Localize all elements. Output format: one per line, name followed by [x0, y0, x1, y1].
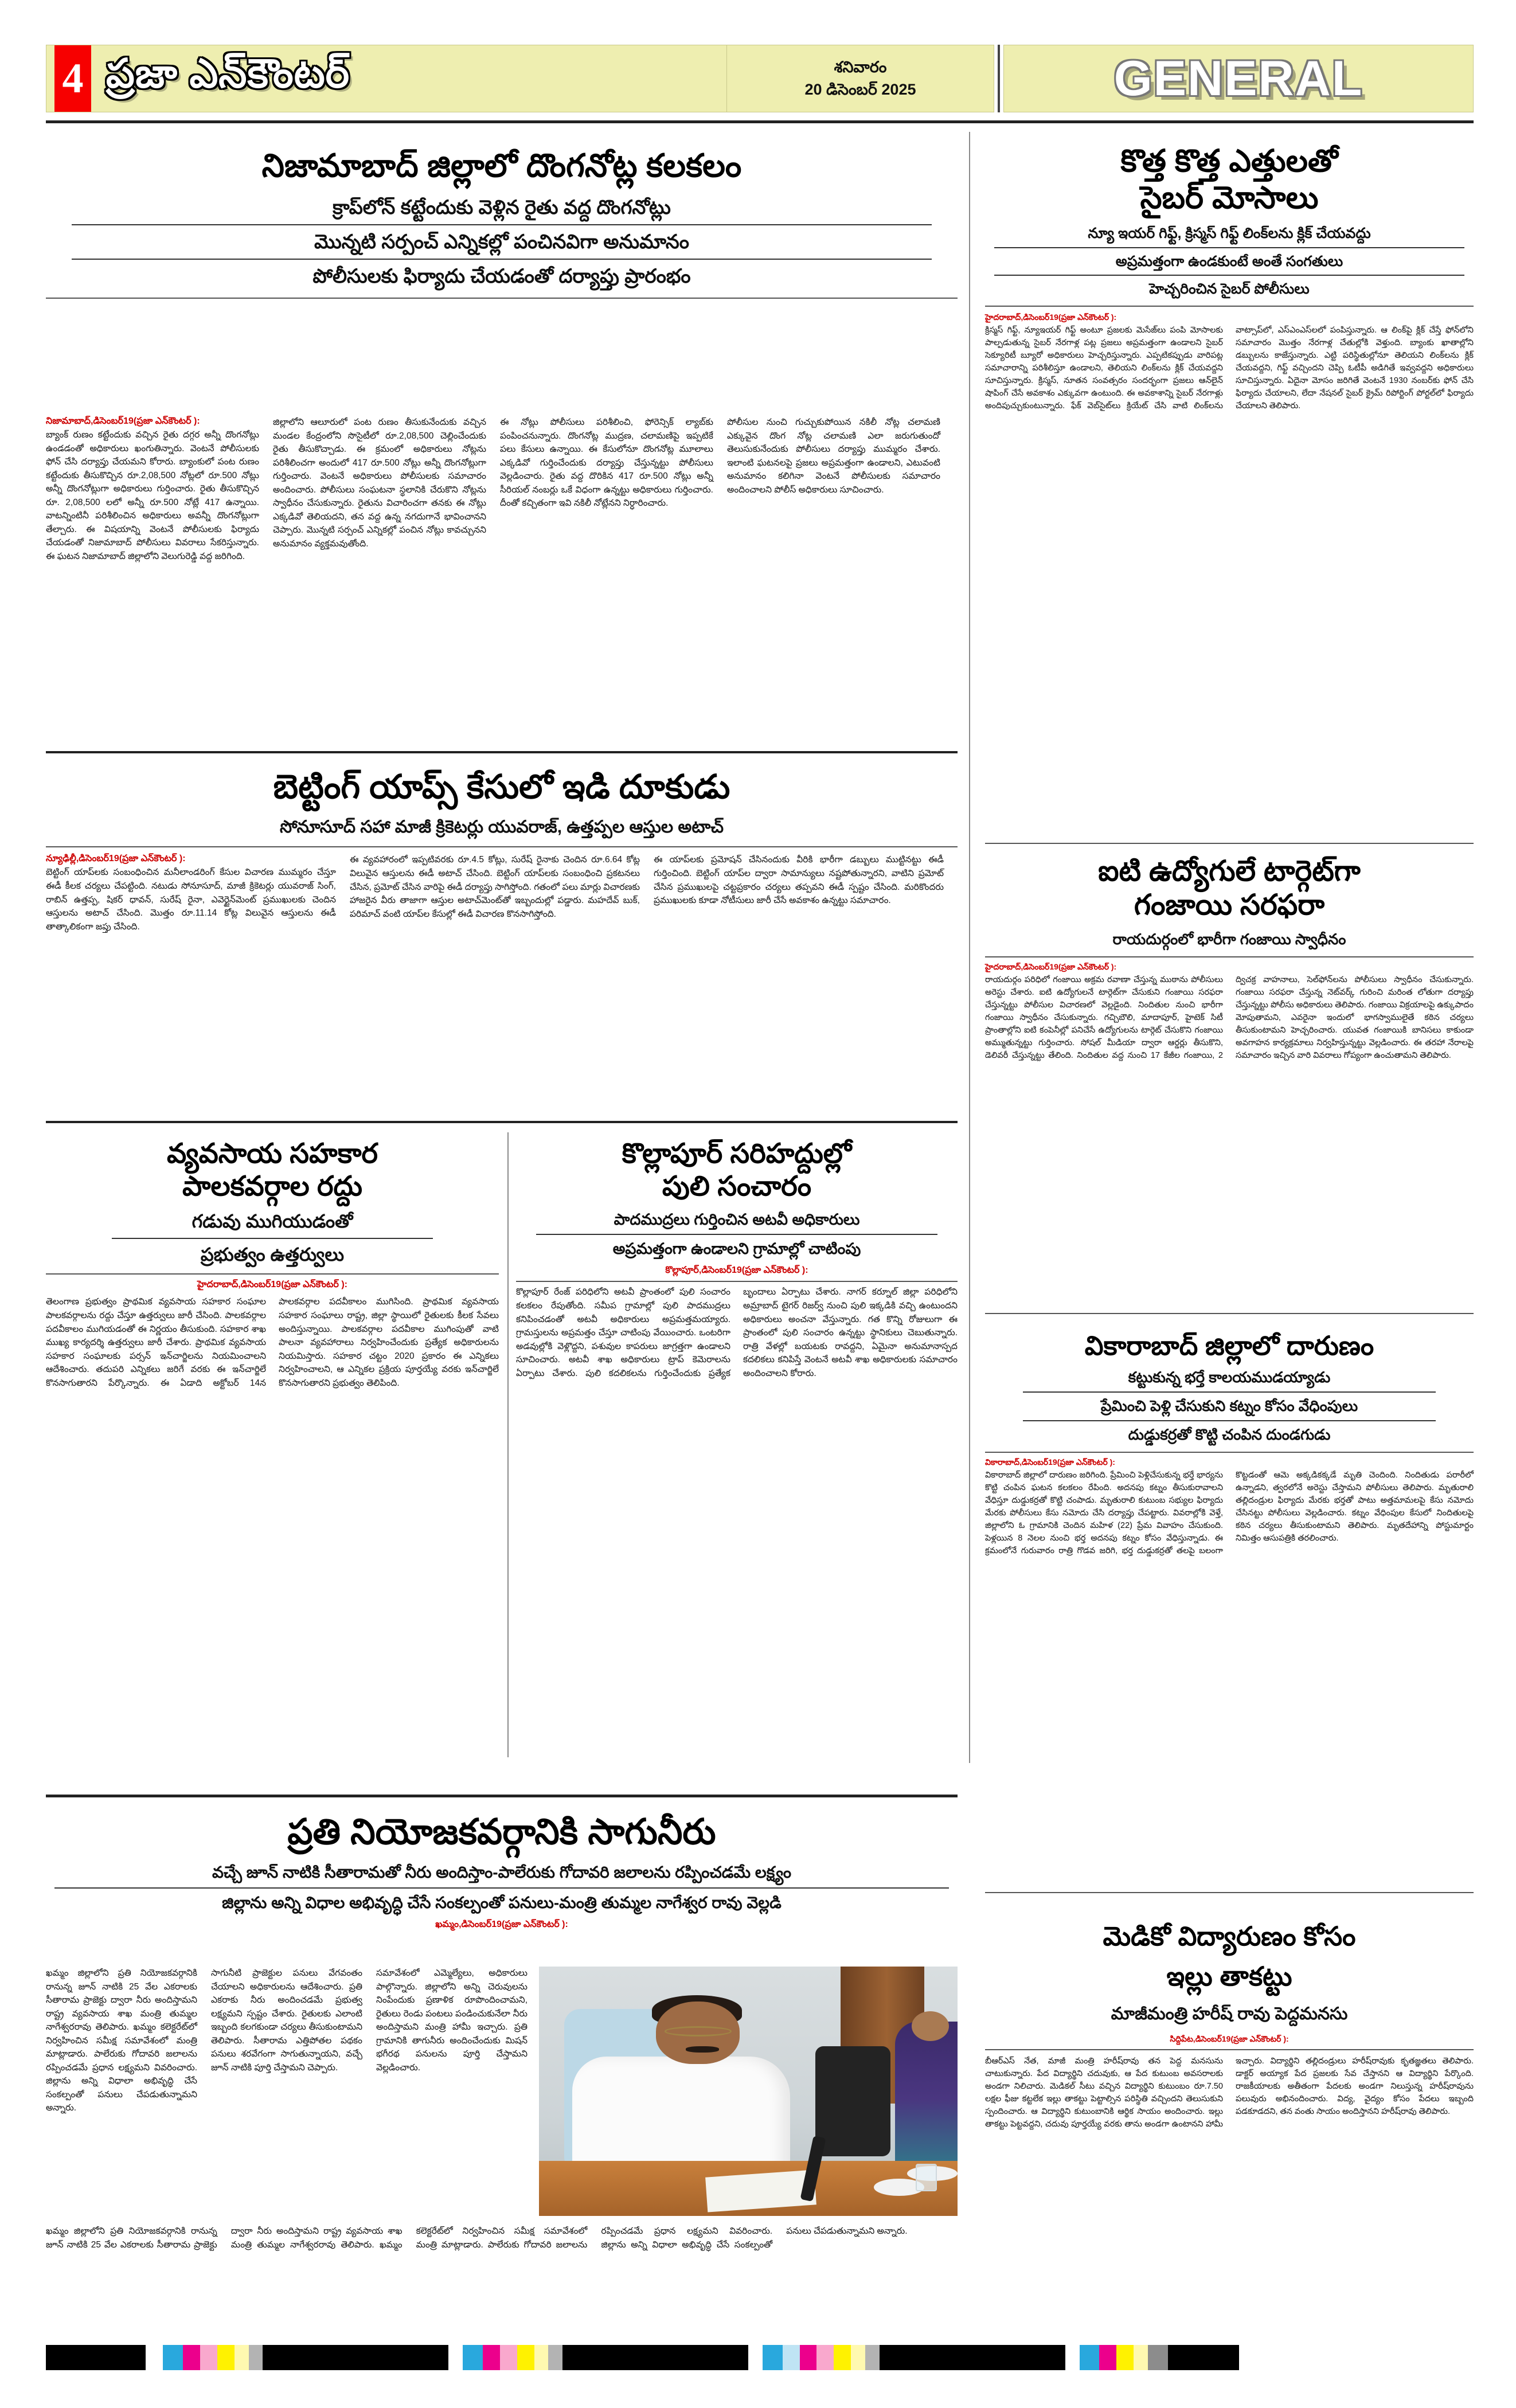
minister-meeting-photo — [539, 1967, 958, 2216]
fake-notes-col-4: పోలీసుల నుంచి గుచ్చుకుపోయిన నకిలీ నోట్ల చలామణి ఎక్కువైన దొంగ నోట్ల చలామణి ఎలా జరుగుతుందో తెలుసుకునేందుకు పోలీసులు దర్యాప్తు ముమ్మరం చేశారు. ఇలాంటి ఘటనలపై ప్రజలు అప్రమత్తంగా ఉండాలని, ఎటువంటి అనుమానం కలిగినా వెంటనే పోలీసులకు సమాచారం అందించాలని పోలీస్ అధికారులు సూచించారు. — [727, 417, 940, 495]
article-irrigation — [46, 1803, 958, 1932]
irrigation-col-1: ఖమ్మం జిల్లాలోని ప్రతి నియోజకవర్గానికి రానున్న జూన్ నాటికి 25 వేల ఎకరాలకు సీతారామ ప్రాజెక్టు ద్వారా నీరు అందిస్తామని రాష్ట్ర వ్యవసాయ శాఖ మంత్రి తుమ్మల నాగేశ్వరరావు తెలిపారు. ఖమ్మం కలెక్టరేట్‌లో నిర్వహించిన సమీక్ష సమావేశంలో మంత్రి మాట్లాడారు. పాలేరుకు గోదావరి జలాలను రప్పించడమే ప్రధాన లక్ష్యమని వివరించారు. జిల్లాను అన్ని విధాలా అభివృద్ధి చేసే సంకల్పంతో పనులు చేపడుతున్నామని అన్నారు. — [46, 1968, 197, 2113]
betting-headline: బెట్టింగ్ యాప్స్ కేసులో ఇడి దూకుడు — [273, 768, 730, 806]
page-number-badge: 4 — [54, 45, 91, 112]
fake-notes-col-1: బ్యాంక్ రుణం కట్టేందుకు వచ్చిన రైతు దగ్గర అన్నీ దొంగనోట్లు ఉండడంతో అధికారులు ఖంగుతిన్నారు. వెంటనే పోలీసులకు ఫోన్ చేసి దర్యాప్తు చేయమని కోరారు. బ్యాంకులో పంట రుణం కట్టేందుకు తీసుకొచ్చిన రూ.2,08,500 నోట్లలో రూ.500 నోట్లు అన్నీ దొంగనోట్లుగా అధికారులు గుర్తించారు. రైతు తీసుకొచ్చిన రూ. 2,08,500 లలో అన్నీ రూ.500 నోట్లే 417 ఉన్నాయి. వాటన్నింటినీ పరిశీలించిన అధికారులు అవన్నీ దొంగనోట్లుగా తేల్చారు. ఈ విషయాన్ని వెంటనే పోలీసులకు ఫిర్యాదు చేయడంతో నిజామాబాద్ పోలీసులు వివరాలు సేకరిస్తున్నారు. ఈ ఘటన నిజామాబాద్ జిల్లాలోని వెలుగురెడ్డి వద్ద జరిగింది. — [46, 430, 259, 561]
ganja-top-rule — [985, 843, 1474, 844]
betting-col-2: ఈ వ్యవహారంలో ఇప్పటివరకు రూ.4.5 కోట్లు, సురేష్ రైనాకు చెందిన రూ.6.64 కోట్ల విలువైన ఆస్తులను ఈడీ అటాచ్ చేసింది. బెట్టింగ్ యాప్‌లకు సంబంధించి ప్రకటనలు చేసిన, ప్రమోట్ చేసిన వారిపై ఈడీ దర్యాప్తు సాగిస్తోంది. గతంలో పలు మార్లు విచారణకు హాజరైన వీరు తాజాగా ఆస్తుల అటాచ్‌మెంట్‌తో ఇబ్బందుల్లో పడ్డారు. మహదేవ్ బుక్, పరిమాచ్ వంటి యాప్‌ల కేసుల్లో ఈడీ విచారణ కొనసాగిస్తోంది. — [350, 855, 640, 919]
masthead — [46, 45, 1474, 112]
betting-col-3: ఈ యాప్‌లకు ప్రమోషన్ చేసినందుకు వీరికి భారీగా డబ్బులు ముట్టినట్టు ఈడీ గుర్తించింది. బెట్టింగ్ యాప్‌ల ద్వారా సామాన్యులు నష్టపోతున్నారని, వాటిని ప్రమోట్ చేసిన ప్రముఖులపై చట్టప్రకారం చర్యలు తప్పవని ఈడీ స్పష్టం చేసింది. మరికొందరు ప్రముఖులకు కూడా నోటీసులు జారీ చేసే అవకాశం ఉన్నట్టు సమాచారం. — [654, 855, 944, 906]
masthead-divider — [994, 45, 1003, 112]
vikarabad-byline: వికారాబాద్,డిసెంబర్19(ప్రజా ఎన్‌కౌంటర్ ): — [985, 1457, 1115, 1467]
betting-col-1: బెట్టింగ్ యాప్‌లకు సంబంధించిన మనీలాండరింగ్ కేసుల విచారణ ముమ్మరం చేస్తూ ఈడీ కీలక చర్యలు చేపట్టింది. నటుడు సోనూసూద్, మాజీ క్రికెటర్లు యువరాజ్ సింగ్, రాబిన్ ఉత్తప్ప, షికర్ ధావన్, సురేష్ రైనా, ఎవెర్టైన్‌మెంట్ ప్రముఖులకు చెందిన ఆస్తులను అటాచ్ చేసింది. మొత్తం రూ.11.14 కోట్ల విలువైన ఆస్తులను ఈడీ తాత్కాలికంగా జప్తు చేసింది. — [46, 867, 336, 932]
section-label: GENERAL — [1113, 50, 1363, 106]
paper-name: ప్రజా ఎన్‌కౌంటర్ — [106, 51, 350, 96]
cyber-sub3: హెచ్చరించిన సైబర్ పోలీసులు — [1149, 281, 1310, 298]
irrigation-byline: ఖమ్మం,డిసెంబర్19(ప్రజా ఎన్‌కౌంటర్ ): — [435, 1919, 568, 1929]
betting-sub: సోనూసూద్ సహా మాజీ క్రికెటర్లు యువరాజ్, ఉత్తప్పల ఆస్తుల అటాచ్ — [279, 818, 724, 837]
agri-byline: హైదరాబాద్,డిసెంబర్19(ప్రజా ఎన్‌కౌంటర్ ): — [197, 1280, 347, 1290]
agri-sub1: గడువు ముగియుడంతో — [192, 1211, 353, 1232]
masthead-day: శనివారం — [834, 58, 887, 76]
cyber-sub1: న్యూ ఇయర్ గిఫ్ట్, క్రిస్మస్ గిఫ్ట్ లింక్‌లను క్లిక్ చేయవద్దు — [1088, 225, 1371, 242]
ganja-sub: రాయదుర్గంలో భారీగా గంజాయి స్వాధీనం — [1112, 931, 1346, 948]
article-betting — [46, 760, 958, 933]
cyber-body: క్రిస్మస్ గిఫ్ట్, న్యూఇయర్ గిఫ్ట్ అంటూ ప్రజలకు మెసేజ్‌లు పంపి మోసాలకు పాల్పడుతున్న సైబర్ నేరగాళ్ల పట్ల ప్రజలు అప్రమత్తంగా ఉండాలని సైబర్ సెక్యూరిటీ బ్యూరో అధికారులు హెచ్చరిస్తున్నారు. ఎప్పటికప్పుడు వారిపట్ల సమాచారాన్ని పరిశీలిస్తూ ఉండాలని, తెలియని లింక్‌లను క్లిక్ చేయవద్దని సూచిస్తున్నారు. క్రిస్మస్, నూతన సంవత్సరం సందర్భంగా ప్రజలు ఆన్‌లైన్ షాపింగ్ చేసే అవకాశం ఎక్కువగా ఉంటుంది. ఈ అవకాశాన్ని సైబర్ నేరగాళ్లు అందిపుచ్చుకుంటున్నారు. ఫేక్ వెబ్‌సైట్‌లు క్రియేట్ చేసి వాటి లింక్‌లను వాట్సాప్‌లో, ఎస్ఎంఎస్‌లలో పంపిస్తున్నారు. ఆ లింక్‌పై క్లిక్ చేస్తే ఫోన్‌లోని సమాచారం మొత్తం నేరగాళ్ల చేతుల్లోకి వెళ్తుంది. బ్యాంకు ఖాతాల్లోని డబ్బులను కాజేస్తున్నారు. ఎట్టి పరిస్థితుల్లోనూ తెలియని లింక్‌లను క్లిక్ చేయవద్దని, గిఫ్ట్ వచ్చిందని చెప్పి ఓటీపీ అడిగితే ఇవ్వవద్దని అధికారులు సూచిస్తున్నారు. ఏదైనా మోసం జరిగితే వెంటనే 1930 నంబర్‌కు ఫోన్ చేసి ఫిర్యాదు చేయాలని, లేదా నేషనల్ సైబర్ క్రైమ్ రిపోర్టింగ్ పోర్టల్‌లో ఫిర్యాదు చేయాలని తెలిపారు. — [985, 325, 1474, 411]
irrigation-continued — [46, 2225, 958, 2251]
vikarabad-sub3: దుడ్డుకర్రతో కొట్టి చంపిన దుండగుడు — [1128, 1425, 1331, 1443]
article-vikarabad — [985, 1330, 1474, 1557]
irrigation-col-2: సాగునీటి ప్రాజెక్టుల పనులు వేగవంతం చేయాలని అధికారులను ఆదేశించారు. ప్రతి ఎకరాకు నీరు అందించడమే ప్రభుత్వ లక్ష్యమని స్పష్టం చేశారు. రైతులకు ఎలాంటి ఇబ్బంది కలగకుండా చర్యలు తీసుకుంటామని తెలిపారు. సీతారామ ఎత్తిపోతల పథకం పనులు శరవేగంగా సాగుతున్నాయని, వచ్చే జూన్ నాటికి పూర్తి చేస్తామని చెప్పారు. — [211, 1968, 362, 2073]
irrigation-continued-text: ఖమ్మం జిల్లాలోని ప్రతి నియోజకవర్గానికి రానున్న జూన్ నాటికి 25 వేల ఎకరాలకు సీతారామ ప్రాజెక్టు ద్వారా నీరు అందిస్తామని రాష్ట్ర వ్యవసాయ శాఖ మంత్రి తుమ్మల నాగేశ్వరరావు తెలిపారు. ఖమ్మం కలెక్టరేట్‌లో నిర్వహించిన సమీక్ష సమావేశంలో మంత్రి మాట్లాడారు. పాలేరుకు గోదావరి జలాలను రప్పించడమే ప్రధాన లక్ష్యమని వివరించారు. జిల్లాను అన్ని విధాలా అభివృద్ధి చేసే సంకల్పంతో పనులు చేపడుతున్నామని అన్నారు. — [46, 2226, 908, 2250]
tiger-sub1: పాదముద్రలు గుర్తించిన అటవీ అధికారులు — [614, 1211, 860, 1229]
article-ganja — [985, 854, 1474, 1062]
irrigation-sub1: వచ్చే జూన్ నాటికి సీతారామతో నీరు అందిస్తాం-పాలేరుకు గోదావరి జలాలను రప్పించడమే లక్ష్యం — [212, 1863, 792, 1882]
vikarabad-sub2: ప్రేమించి పెళ్లి చేసుకుని కట్నం కోసం వేధింపులు — [1100, 1397, 1358, 1415]
irrigation-top-rule — [46, 1795, 958, 1797]
irrigation-sub2: జిల్లాను అన్ని విధాల అభివృద్ధి చేసే సంకల్పంతో పనులు-మంత్రి తుమ్మల నాగేశ్వర రావు వెల్లడి — [222, 1893, 782, 1911]
fake-notes-col-3: ఈ నోట్లు పోలీసులు పరిశీలించి, ఫోరెన్సిక్ ల్యాబ్‌కు పంపించనున్నారు. దొంగనోట్ల ముద్రణ, చలామణిపై ఇప్పటికే పలు కేసులు ఉన్నాయి. ఈ కేసులోనూ దొంగనోట్ల మూలాలు ఎక్కడివో గుర్తించేందుకు దర్యాప్తు చేస్తున్నట్టు పోలీసులు వెల్లడించారు. రైతు వద్ద దొరికిన 417 రూ.500 నోట్లు అన్నీ సీరియల్ నంబర్లు ఒకే విధంగా ఉన్నట్టు అధికారులు గుర్తించారు. దీంతో కచ్చితంగా ఇవి నకిలీ నోట్లేనని నిర్ధారించారు. — [500, 417, 713, 509]
fake-notes-headline: నిజామాబాద్ జిల్లాలో దొంగనోట్ల కలకలం — [261, 147, 742, 183]
vikarabad-sub1: కట్టుకున్న భర్తే కాలయముడయ్యాడు — [1128, 1369, 1331, 1386]
vikarabad-headline: వికారాబాద్ జిల్లాలో దారుణం — [1084, 1331, 1374, 1361]
cyber-byline: హైదరాబాద్,డిసెంబర్19(ప్రజా ఎన్‌కౌంటర్ ): — [985, 312, 1117, 322]
medico-body: బీఆర్ఎస్ నేత, మాజీ మంత్రి హరీష్‌రావు తన పెద్ద మనసును చాటుకున్నారు. పేద విద్యార్థిని చదువుకు, ఆ పేద కుటుంబ అవసరాలకు అండగా నిలిచారు. మెడికల్ సీటు వచ్చిన విద్యార్థిని కుటుంబం రూ.7.50 లక్షల ఫీజు కట్టలేక ఇల్లు తాకట్టు పెట్టాల్సిన పరిస్థితి వచ్చిందని తెలుసుకుని స్పందించారు. ఆ విద్యార్థిని కుటుంబానికి ఆర్థిక సాయం అందించారు. ఇల్లు తాకట్టు పెట్టవద్దని, చదువు పూర్తయ్యే వరకు తాను అండగా ఉంటానని హామీ ఇచ్చారు. విద్యార్థిని తల్లిదండ్రులు హరీష్‌రావుకు కృతజ్ఞతలు తెలిపారు. డాక్టర్ అయ్యాక పేద ప్రజలకు సేవ చేస్తానని ఆ విద్యార్థిని పేర్కొంది. రాజకీయాలకు అతీతంగా పేదలకు అండగా నిలుస్తున్న హరీష్‌రావును పలువురు అభినందించారు. విద్య, వైద్యం కోసం పేదలు ఇబ్బంది పడకూడదని, తన వంతు సాయం అందిస్తానని హరీష్‌రావు తెలిపారు. — [985, 2056, 1474, 2129]
fake-notes-sub1: క్రాప్‌లోన్ కట్టేందుకు వెళ్లిన రైతు వద్ద దొంగనోట్లు — [333, 197, 671, 219]
cyber-headline-line2: సైబర్ మోసాలు — [1140, 180, 1319, 215]
vikarabad-top-rule — [985, 1313, 1474, 1314]
masthead-section-block — [1003, 45, 1474, 112]
masthead-bottom-rule — [46, 120, 1474, 123]
mid-top-rule — [46, 1121, 958, 1123]
fake-notes-byline: నిజామాబాద్,డిసెంబర్19(ప్రజా ఎన్‌కౌంటర్ ): — [46, 416, 200, 426]
cyber-headline-line1: కొత్త కొత్త ఎత్తులతో — [1120, 144, 1338, 178]
tiger-body: కొల్లాపూర్ రేంజ్ పరిధిలోని అటవీ ప్రాంతంలో పులి సంచారం కలకలం రేపుతోంది. సమీప గ్రామాల్లో పులి పాదముద్రలు కనిపించడంతో అటవీ అధికారులు అప్రమత్తమయ్యారు. గ్రామస్తులను అప్రమత్తం చేస్తూ చాటింపు వేయించారు. ఒంటరిగా అడవుల్లోకి వెళ్లొద్దని, పశువుల కాపరులు జాగ్రత్తగా ఉండాలని సూచించారు. అటవీ శాఖ అధికారులు ట్రాప్ కెమెరాలను ఏర్పాటు చేశారు. పులి కదలికలను గుర్తించేందుకు ప్రత్యేక బృందాలు ఏర్పాటు చేశారు. నాగర్ కర్నూల్ జిల్లా పరిధిలోని అమ్రాబాద్ టైగర్ రిజర్వ్ నుంచి పులి ఇక్కడికి వచ్చి ఉంటుందని అధికారులు అంచనా వేస్తున్నారు. గత కొన్ని రోజులుగా ఈ ప్రాంతంలో పులి సంచారం ఉన్నట్టు స్థానికులు చెబుతున్నారు. రాత్రి వేళల్లో బయటకు రావద్దని, ఏమైనా అనుమానాస్పద కదలికలు కనిపిస్తే వెంటనే అటవీ శాఖ అధికారులకు సమాచారం అందించాలని కోరారు. — [516, 1287, 958, 1378]
agri-sub2: ప్రభుత్వం ఉత్తర్వులు — [200, 1244, 345, 1265]
article-agri-coop — [46, 1138, 499, 1390]
tiger-sub2: అప్రమత్తంగా ఉండాలని గ్రామాల్లో చాటింపు — [612, 1240, 861, 1258]
fake-notes-sub3: పోలీసులకు ఫిర్యాదు చేయడంతో దర్యాప్తు ప్రారంభం — [312, 265, 691, 288]
medico-sub: మాజీమంత్రి హరీష్ రావు పెద్దమనసు — [1111, 2004, 1348, 2023]
agri-headline-line2: పాలకవర్గాల రద్దు — [182, 1171, 362, 1202]
fake-notes-col-2: జిల్లాలోని ఆలూరులో పంట రుణం తీసుకునేందుకు వచ్చిన మండల కేంద్రంలోని సొసైటీలో రూ.2,08,500 చెల్లించేందుకు రైతు తీసుకొచ్చాడు. ఈ క్రమంలో అధికారులు నోట్లను పరిశీలించగా అందులో 417 రూ.500 నోట్లు అన్నీ దొంగనోట్లుగా గుర్తించారు. వెంటనే అధికారులు పోలీసులకు సమాచారం అందించారు. పోలీసులు సంఘటనా స్థలానికి చేరుకొని నోట్లను స్వాధీనం చేసుకున్నారు. రైతును విచారించగా తనకు ఈ నోట్లు ఎక్కడివో తెలియదని, తన వద్ద ఉన్న నగదుగానే భావించానని చెప్పారు. మొన్నటి సర్పంచ్ ఎన్నికల్లో పంచిన నోట్లు కావచ్చునని అనుమానం వ్యక్తమవుతోంది. — [273, 417, 486, 549]
mid-column-divider — [507, 1132, 509, 1757]
article-fake-notes — [46, 138, 958, 299]
ganja-body: రాయదుర్గం పరిధిలో గంజాయి అక్రమ రవాణా చేస్తున్న ముఠాను పోలీసులు అరెస్టు చేశారు. ఐటి ఉద్యోగులనే టార్గెట్‌గా చేసుకుని గంజాయి సరఫరా చేస్తున్నట్టు పోలీసుల విచారణలో వెల్లడైంది. నిందితుల నుంచి భారీగా గంజాయి స్వాధీనం చేసుకున్నారు. గచ్చిబౌలి, మాదాపూర్, హైటెక్ సిటీ ప్రాంతాల్లోని ఐటి కంపెనీల్లో పనిచేసే ఉద్యోగులను టార్గెట్ చేసుకొని గంజాయి అమ్ముతున్నట్టు గుర్తించారు. సోషల్ మీడియా ద్వారా ఆర్డర్లు తీసుకొని, డెలివరీ చేస్తున్నట్టు తేలింది. నిందితుల వద్ద నుంచి 17 కేజీల గంజాయి, 2 ద్విచక్ర వాహనాలు, సెల్‌ఫోన్‌లను పోలీసులు స్వాధీనం చేసుకున్నారు. గంజాయి సరఫరా చేస్తున్న నెట్‌వర్క్ గురించి మరింత లోతుగా దర్యాప్తు చేస్తున్నట్టు పోలీసు అధికారులు తెలిపారు. గంజాయి విక్రయాలపై ఉక్కుపాదం మోపుతామని, ఎవరైనా ఇందులో భాగస్వాములైతే కఠిన చర్యలు తీసుకుంటామని హెచ్చరించారు. యువత గంజాయికి బానిసలు కాకుండా అవగాహన కార్యక్రమాలు నిర్వహిస్తున్నట్టు వెల్లడించారు. ఈ తరహా నేరాలపై సమాచారం ఇచ్చిన వారి వివరాలు గోప్యంగా ఉంచుతామని తెలిపారు. — [985, 975, 1474, 1060]
irrigation-body — [46, 1967, 528, 2115]
fake-notes-sub2: మొన్నటి సర్పంచ్ ఎన్నికల్లో పంచినవిగా అనుమానం — [314, 231, 690, 253]
color-registration-bar — [46, 2345, 1474, 2370]
irrigation-col-3: సమావేశంలో ఎమ్మెల్యేలు, అధికారులు పాల్గొన్నారు. జిల్లాలోని అన్ని చెరువులను నింపేందుకు ప్రణాళిక రూపొందించామని, రైతులు రెండు పంటలు పండించుకునేలా నీరు అందిస్తామని మంత్రి హామీ ఇచ్చారు. ప్రతి గ్రామానికి తాగునీరు అందించేందుకు మిషన్ భగీరథ పనులను పూర్తి చేస్తామని వెల్లడించారు. — [376, 1968, 528, 2073]
vikarabad-body: వికారాబాద్ జిల్లాలో దారుణం జరిగింది. ప్రేమించి పెళ్లిచేసుకున్న భర్తే భార్యను కొట్టి చంపిన ఘటన కలకలం రేపింది. అదనపు కట్నం తీసుకురావాలని వేధిస్తూ దుడ్డుకర్రతో కొట్టి చంపాడు. మృతురాలి కుటుంబ సభ్యుల ఫిర్యాదు మేరకు పోలీసులు కేసు నమోదు చేసి దర్యాప్తు చేపట్టారు. వివరాల్లోకి వెళ్తే, జిల్లాలోని ఓ గ్రామానికి చెందిన మహిళ (22) ప్రేమ వివాహం చేసుకుంది. పెళ్లయిన 8 నెలల నుంచి భర్త అదనపు కట్నం కోసం వేధిస్తున్నాడు. ఈ క్రమంలోనే గురువారం రాత్రి గొడవ జరిగి, భర్త దుడ్డుకర్రతో తలపై బలంగా కొట్టడంతో ఆమె అక్కడికక్కడే మృతి చెందింది. నిందితుడు పరారీలో ఉన్నాడని, త్వరలోనే అరెస్టు చేస్తామని పోలీసులు తెలిపారు. మృతురాలి తల్లిదండ్రుల ఫిర్యాదు మేరకు భర్తతో పాటు అత్తమామలపై కేసు నమోదు చేసినట్టు పోలీసులు వెల్లడించారు. కట్నం వేధింపుల కేసులో నిందితులపై కఠిన చర్యలు తీసుకుంటామని తెలిపారు. మృతదేహాన్ని పోస్టుమార్టం నిమిత్తం ఆసుపత్రికి తరలించారు. — [985, 1470, 1474, 1555]
agri-headline-line1: వ్యవసాయ సహకార — [167, 1139, 378, 1169]
tiger-headline-line2: పులి సంచారం — [662, 1171, 812, 1202]
tiger-byline: కొల్లాపూర్,డిసెంబర్19(ప్రజా ఎన్‌కౌంటర్ ): — [665, 1265, 808, 1276]
ganja-headline-line1: ఐటి ఉద్యోగులే టార్గెట్‌గా — [1098, 855, 1361, 887]
irrigation-headline: ప్రతి నియోజకవర్గానికి సాగునీరు — [287, 1812, 716, 1852]
article-cyber-fraud — [985, 143, 1474, 412]
article-medico — [985, 1921, 1474, 2131]
medico-headline-line1: మెడికో విద్యారుణం కోసం — [1103, 1921, 1356, 1951]
masthead-title-block — [46, 45, 727, 112]
cyber-sub2: అప్రమత్తంగా ఉండకుంటే అంతే సంగతులు — [1115, 253, 1343, 269]
ganja-headline-line2: గంజాయి సరఫరా — [1134, 889, 1325, 921]
agri-body: తెలంగాణ ప్రభుత్వం ప్రాథమిక వ్యవసాయ సహకార సంఘాల పాలకవర్గాలను రద్దు చేస్తూ ఉత్తర్వులు జారీ చేసింది. పాలకవర్గాల పదవీకాలం ముగియడంతో ఈ నిర్ణయం తీసుకుంది. సహకార శాఖ ముఖ్య కార్యదర్శి ఉత్తర్వులు జారీ చేశారు. ప్రాథమిక వ్యవసాయ సహకార సంఘాలకు పర్సన్ ఇన్‌చార్జిలను నియమించాలని ఆదేశించారు. తదుపరి ఎన్నికలు జరిగే వరకు ఈ ఇన్‌చార్జిలే కొనసాగుతారని పేర్కొన్నారు. ఈ ఏడాది అక్టోబర్ 14న పాలకవర్గాల పదవీకాలం ముగిసింది. ప్రాథమిక వ్యవసాయ సహకార సంఘాలు రాష్ట్ర, జిల్లా స్థాయిలో రైతులకు కీలక సేవలు అందిస్తున్నాయి. పాలకవర్గాల పదవీకాల ముగింపుతో వాటి పాలనా వ్యవహారాలు నిర్వహించేందుకు ప్రత్యేక అధికారులను నియమిస్తారు. సహకార చట్టం 2020 ప్రకారం ఈ ఎన్నికలు నిర్వహించాలని, ఆ ఎన్నికల ప్రక్రియ పూర్తయ్యే వరకు ఇన్‌చార్జిలే కొనసాగుతారని ప్రభుత్వం తెలిపింది. — [46, 1297, 499, 1388]
medico-top-rule — [985, 1892, 1474, 1893]
betting-top-rule — [46, 751, 958, 753]
article-tiger — [516, 1138, 958, 1380]
masthead-date-block — [727, 45, 994, 112]
main-vertical-divider — [969, 132, 970, 1763]
medico-byline: సిద్దిపేట,డిసెంబర్19(ప్రజా ఎన్‌కౌంటర్ ): — [1170, 2034, 1289, 2043]
medico-headline-line2: ఇల్లు తాకట్టు — [1166, 1961, 1292, 1992]
fake-notes-body — [46, 416, 958, 563]
tiger-headline-line1: కొల్లాపూర్ సరిహద్దుల్లో — [622, 1139, 852, 1169]
ganja-byline: హైదరాబాద్,డిసెంబర్19(ప్రజా ఎన్‌కౌంటర్ ): — [985, 961, 1117, 971]
masthead-date: 20 డిసెంబర్ 2025 — [804, 81, 916, 98]
betting-byline: న్యూఢిల్లీ,డిసెంబర్19(ప్రజా ఎన్‌కౌంటర్ ): — [46, 854, 186, 864]
